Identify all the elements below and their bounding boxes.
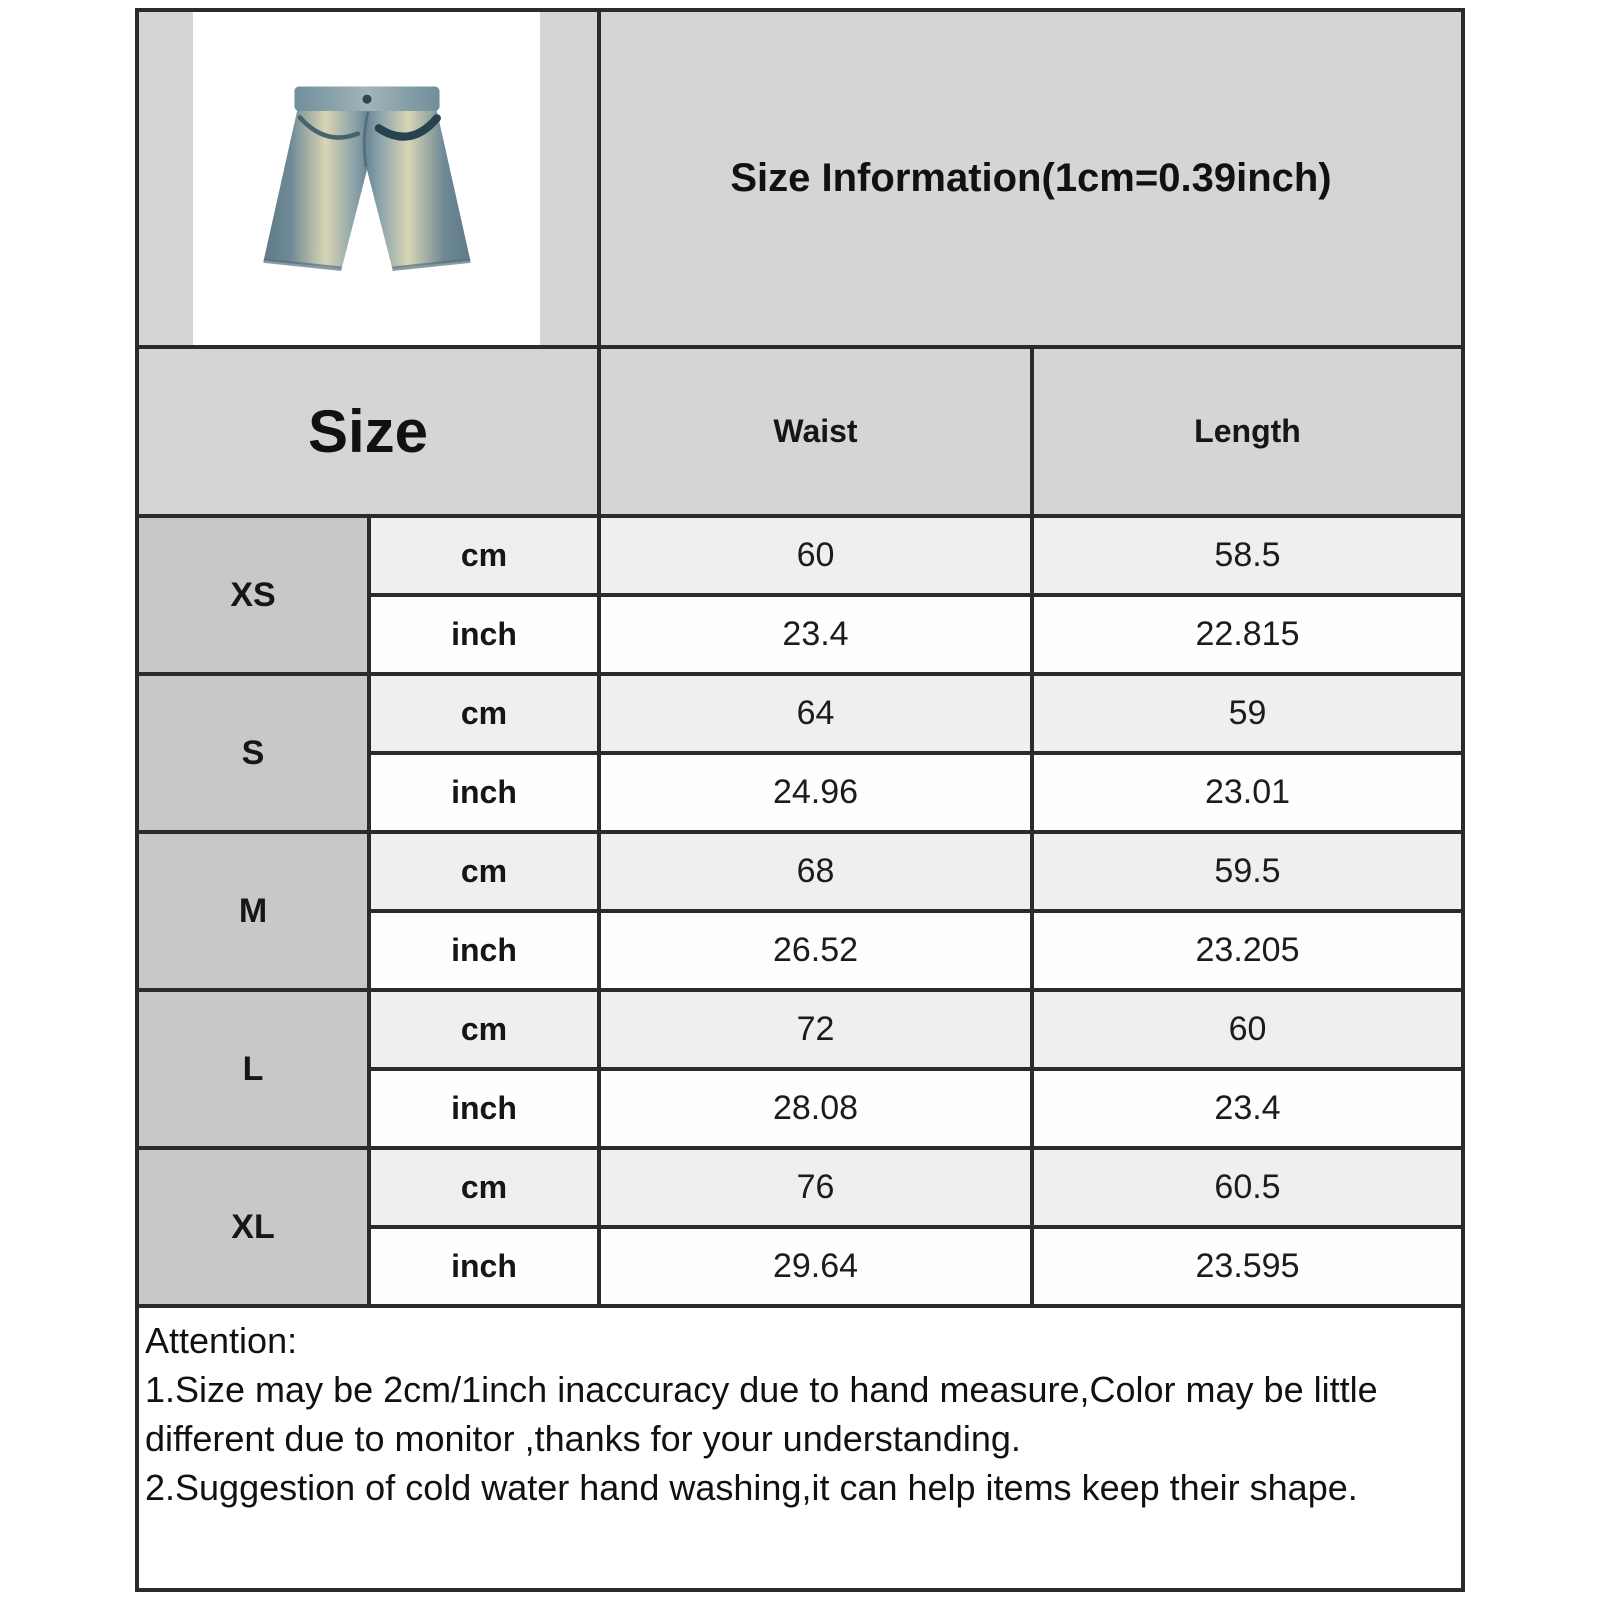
value-text: 68: [796, 852, 835, 890]
value-text: 72: [796, 1010, 835, 1048]
length-value-m-inch: [1032, 911, 1463, 990]
waist-value-s-cm: [599, 674, 1032, 753]
unit-cell-inch: [369, 595, 599, 674]
unit-cell-inch: [369, 911, 599, 990]
waist-value-xs-inch: [599, 595, 1032, 674]
unit-cell-cm: [369, 1148, 599, 1227]
value-text: 28.08: [772, 1089, 859, 1127]
length-value-m-cm: [1032, 832, 1463, 911]
value-text: 60: [1228, 1010, 1267, 1048]
value-text: 64: [796, 694, 835, 732]
size-label-xl: [137, 1148, 369, 1306]
unit-cell-inch: [369, 1069, 599, 1148]
unit-cell-cm: [369, 516, 599, 595]
size-label-m: [137, 832, 369, 990]
attention-heading: Attention:: [145, 1320, 298, 1361]
value-text: 24.96: [772, 773, 859, 811]
waist-header-label: Waist: [773, 413, 858, 449]
value-text: 23.4: [1214, 1089, 1281, 1127]
attention-note-cell: [137, 1306, 1463, 1590]
size-label-text: M: [238, 891, 268, 930]
waist-value-l-inch: [599, 1069, 1032, 1148]
unit-label: inch: [451, 932, 517, 968]
size-label-xs: [137, 516, 369, 674]
unit-cell-inch: [369, 1227, 599, 1306]
length-header-label: Length: [1194, 413, 1301, 449]
attention-line: 2.Suggestion of cold water hand washing,it can help items keep their shape.: [145, 1467, 1358, 1508]
value-text: 23.595: [1195, 1247, 1300, 1285]
size-label-text: S: [241, 733, 265, 772]
length-value-xl-cm: [1032, 1148, 1463, 1227]
waist-column-header: [599, 347, 1032, 516]
size-label-l: [137, 990, 369, 1148]
value-text: 23.205: [1195, 931, 1300, 969]
value-text: 58.5: [1214, 536, 1281, 574]
unit-label: inch: [451, 1090, 517, 1126]
waist-value-l-cm: [599, 990, 1032, 1069]
unit-label: inch: [451, 1248, 517, 1284]
waist-value-m-inch: [599, 911, 1032, 990]
value-text: 76: [796, 1168, 835, 1206]
product-photo: [193, 12, 540, 345]
length-value-l-cm: [1032, 990, 1463, 1069]
waist-value-xl-inch: [599, 1227, 1032, 1306]
attention-line: different due to monitor ,thanks for your understanding.: [145, 1418, 1021, 1459]
unit-label: cm: [460, 853, 508, 889]
size-column-header: [137, 347, 599, 516]
page-title: Size Information(1cm=0.39inch): [730, 156, 1332, 200]
size-info-title-cell: [599, 10, 1463, 347]
length-column-header: [1032, 347, 1463, 516]
value-text: 23.01: [1204, 773, 1291, 811]
size-chart-table: [135, 8, 1465, 1592]
value-text: 60: [796, 536, 835, 574]
attention-line: 1.Size may be 2cm/1inch inaccuracy due to hand measure,Color may be little: [145, 1369, 1378, 1410]
size-label-text: L: [242, 1049, 264, 1088]
unit-cell-cm: [369, 674, 599, 753]
length-value-xs-cm: [1032, 516, 1463, 595]
waist-value-s-inch: [599, 753, 1032, 832]
size-header-label: Size: [307, 398, 429, 465]
size-label-text: XL: [231, 1207, 275, 1246]
size-label-text: XS: [230, 575, 276, 614]
waist-value-xl-cm: [599, 1148, 1032, 1227]
unit-cell-cm: [369, 990, 599, 1069]
product-image-cell: [137, 10, 599, 347]
value-text: 59: [1228, 694, 1267, 732]
unit-label: cm: [460, 537, 508, 573]
unit-cell-cm: [369, 832, 599, 911]
unit-label: inch: [451, 774, 517, 810]
value-text: 60.5: [1214, 1168, 1281, 1206]
length-value-s-cm: [1032, 674, 1463, 753]
value-text: 26.52: [772, 931, 859, 969]
length-value-s-inch: [1032, 753, 1463, 832]
unit-label: cm: [460, 1169, 508, 1205]
unit-label: cm: [460, 695, 508, 731]
value-text: 23.4: [782, 615, 849, 653]
length-value-l-inch: [1032, 1069, 1463, 1148]
waist-value-xs-cm: [599, 516, 1032, 595]
unit-cell-inch: [369, 753, 599, 832]
size-label-s: [137, 674, 369, 832]
unit-label: cm: [460, 1011, 508, 1047]
length-value-xs-inch: [1032, 595, 1463, 674]
unit-label: inch: [451, 616, 517, 652]
value-text: 22.815: [1195, 615, 1300, 653]
length-value-xl-inch: [1032, 1227, 1463, 1306]
value-text: 59.5: [1214, 852, 1281, 890]
waist-value-m-cm: [599, 832, 1032, 911]
denim-shorts-image: [231, 61, 503, 297]
value-text: 29.64: [772, 1247, 859, 1285]
